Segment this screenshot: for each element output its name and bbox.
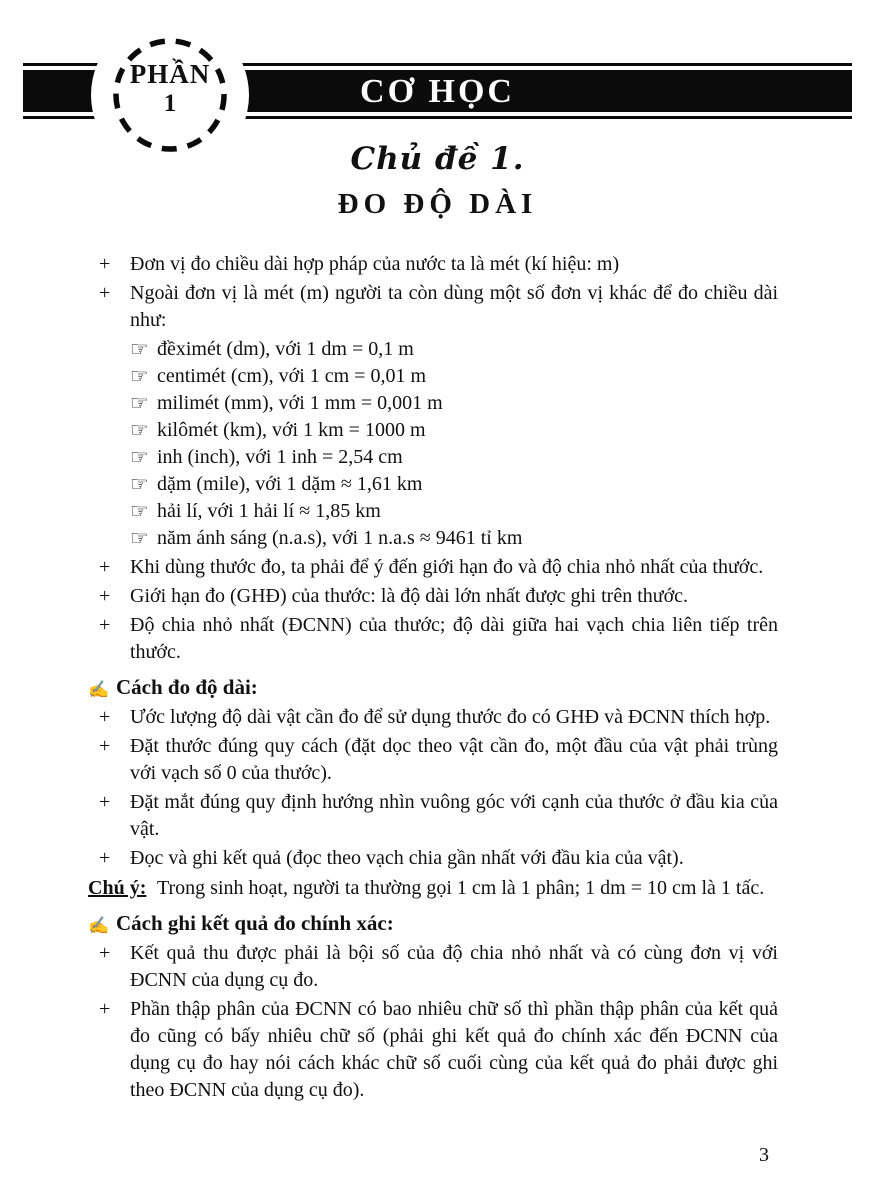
part-number: 1 (163, 89, 177, 117)
page-number: 3 (759, 1144, 769, 1166)
bullet-item (88, 996, 778, 1104)
note-text: Trong sinh hoạt, người ta thường gọi 1 cm là 1 phân; 1 dm = 10 cm là 1 tấc. (157, 877, 765, 899)
note (88, 875, 778, 902)
unit-text: hải lí, với 1 hải lí ≈ 1,85 km (157, 500, 381, 522)
unit-list-item (88, 417, 778, 444)
plus-marker: + (99, 998, 111, 1020)
unit-list-item (88, 525, 778, 552)
section-title: Cách đo độ dài: (116, 675, 258, 699)
bullet-item (88, 612, 778, 666)
page-title: ĐO ĐỘ DÀI (337, 188, 538, 220)
unit-text: inh (inch), với 1 inh = 2,54 cm (157, 446, 403, 468)
unit-text: centimét (cm), với 1 cm = 0,01 m (157, 365, 427, 387)
unit-list-item (88, 498, 778, 525)
bullet-item (88, 845, 778, 872)
section-heading (88, 674, 778, 701)
bullet-text: Đọc và ghi kết quả (đọc theo vạch chia gần nhất với đầu kia của vật). (130, 847, 684, 869)
section-title: Cách ghi kết quả đo chính xác: (116, 911, 394, 935)
bullet-item (88, 554, 778, 581)
bullet-item (88, 583, 778, 610)
unit-text: milimét (mm), với 1 mm = 0,001 m (157, 392, 443, 414)
pointing-hand-icon: ☞ (130, 472, 149, 496)
bullet-text: Phần thập phân của ĐCNN có bao nhiêu chữ số thì phần thập phân của kết quả đo cũng có bấy nhiêu chữ số (phải ghi kết quả đo chính xác đến ĐCNN của dụng cụ đo hay nói cách khác chữ số cuối cùng của kết quả đo phải được ghi theo ĐCNN của dụng cụ đo). (130, 998, 778, 1101)
topic-label: Chủ đề 1. (350, 141, 525, 177)
plus-marker: + (99, 614, 111, 636)
content-blocks (88, 249, 778, 1106)
bullet-text: Độ chia nhỏ nhất (ĐCNN) của thước; độ dài giữa hai vạch chia liên tiếp trên thước. (130, 614, 778, 663)
plus-marker: + (99, 282, 111, 304)
pointing-hand-icon: ☞ (130, 391, 149, 415)
unit-text: đềximét (dm), với 1 dm = 0,1 m (157, 338, 414, 360)
plus-marker: + (99, 735, 111, 757)
unit-list-item (88, 444, 778, 471)
plus-marker: + (99, 253, 111, 275)
banner-title: CƠ HỌC (360, 73, 515, 110)
pointing-hand-icon: ☞ (130, 445, 149, 469)
bullet-item (88, 789, 778, 843)
unit-text: năm ánh sáng (n.a.s), với 1 n.a.s ≈ 9461 tỉ km (157, 527, 523, 549)
bullet-text: Đặt thước đúng quy cách (đặt dọc theo vật cần đo, một đầu của vật phải trùng với vạch số 0 của thước). (130, 735, 778, 784)
bullet-item (88, 733, 778, 787)
unit-text: kilômét (km), với 1 km = 1000 m (157, 419, 426, 441)
bullet-text: Đặt mắt đúng quy định hướng nhìn vuông góc với cạnh của thước ở đầu kia của vật. (130, 791, 778, 840)
unit-list-item (88, 336, 778, 363)
plus-marker: + (99, 556, 111, 578)
writing-hand-icon: ✍ (88, 680, 110, 699)
bullet-text: Kết quả thu được phải là bội số của độ chia nhỏ nhất và có cùng đơn vị với ĐCNN của dụng cụ đo. (130, 942, 778, 991)
bullet-item (88, 280, 778, 334)
plus-marker: + (99, 847, 111, 869)
bullet-text: Đơn vị đo chiều dài hợp pháp của nước ta là mét (kí hiệu: m) (130, 253, 620, 275)
plus-marker: + (99, 791, 111, 813)
plus-marker: + (99, 706, 111, 728)
pointing-hand-icon: ☞ (130, 526, 149, 550)
bullet-text: Ước lượng độ dài vật cần đo để sử dụng thước đo có GHĐ và ĐCNN thích hợp. (130, 706, 771, 728)
bullet-item (88, 940, 778, 994)
note-lead: Chú ý: (88, 877, 147, 899)
unit-list-item (88, 471, 778, 498)
bullet-text: Ngoài đơn vị là mét (m) người ta còn dùng một số đơn vị khác để đo chiều dài như: (130, 282, 778, 331)
unit-list-item (88, 363, 778, 390)
pointing-hand-icon: ☞ (130, 337, 149, 361)
plus-marker: + (99, 585, 111, 607)
pointing-hand-icon: ☞ (130, 499, 149, 523)
unit-list-item (88, 390, 778, 417)
unit-text: dặm (mile), với 1 dặm ≈ 1,61 km (157, 473, 423, 495)
writing-hand-icon: ✍ (88, 916, 110, 935)
bullet-item (88, 251, 778, 278)
bullet-text: Giới hạn đo (GHĐ) của thước: là độ dài lớn nhất được ghi trên thước. (130, 585, 689, 607)
part-label: PHẦN (129, 59, 211, 89)
plus-marker: + (99, 942, 111, 964)
bullet-text: Khi dùng thước đo, ta phải để ý đến giới hạn đo và độ chia nhỏ nhất của thước. (130, 556, 764, 578)
pointing-hand-icon: ☞ (130, 364, 149, 388)
section-heading (88, 910, 778, 937)
bullet-item (88, 704, 778, 731)
pointing-hand-icon: ☞ (130, 418, 149, 442)
